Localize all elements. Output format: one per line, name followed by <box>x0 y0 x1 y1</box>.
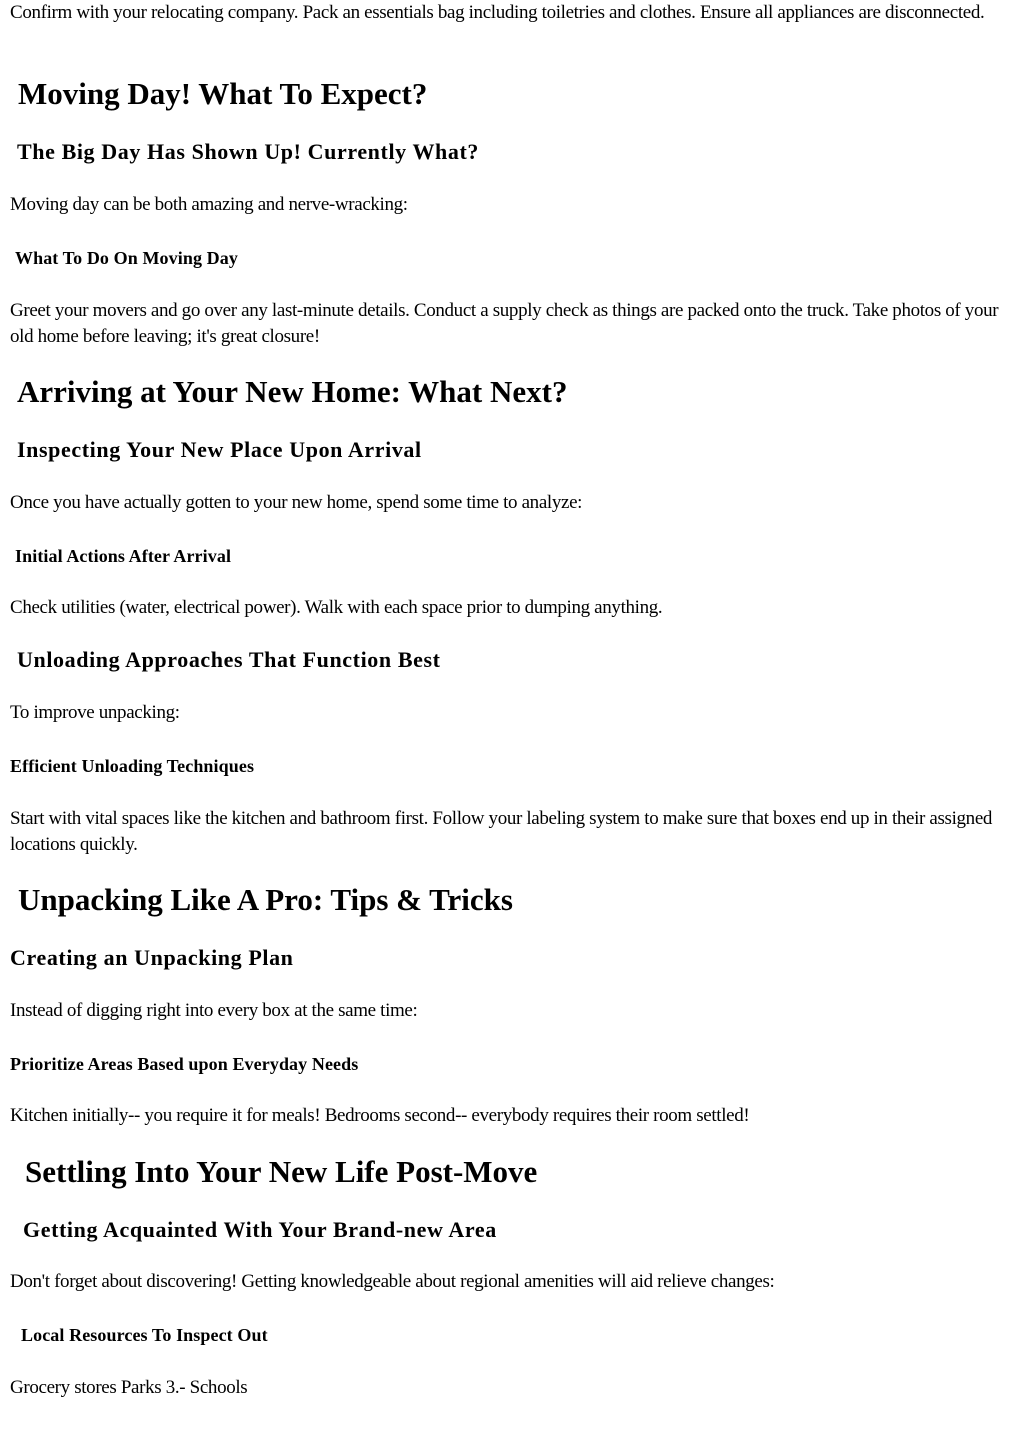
prioritize-text: Kitchen initially-- you require it for meals! Bedrooms second-- everybody requires their room settled! <box>10 1105 750 1126</box>
settling-title: Settling Into Your New Life Post-Move <box>25 1154 538 1189</box>
prioritize-heading: Prioritize Areas Based upon Everyday Needs <box>10 1054 359 1074</box>
inspect-lead: Once you have actually gotten to your new home, spend some time to analyze: <box>10 492 583 513</box>
efficient-heading: Efficient Unloading Techniques <box>10 756 255 776</box>
efficient-text: Start with vital spaces like the kitchen and bathroom first. Follow your labeling system to make sure that boxes end up in their assigned locations quickly. <box>10 808 993 855</box>
moving-day-title: Moving Day! What To Expect? <box>18 76 428 111</box>
what-to-do-text: Greet your movers and go over any last-minute details. Conduct a supply check as things are packed onto the truck. Take photos of your old home before leaving; it's great closure! <box>10 300 999 347</box>
unloading-lead: To improve unpacking: <box>10 702 180 723</box>
arriving-title: Arriving at Your New Home: What Next? <box>17 374 568 409</box>
what-to-do-heading: What To Do On Moving Day <box>15 248 238 268</box>
plan-lead: Instead of digging right into every box at the same time: <box>10 1000 418 1021</box>
resources-text: Grocery stores Parks 3.- Schools <box>10 1377 248 1398</box>
unloading-heading: Unloading Approaches That Function Best <box>17 647 441 672</box>
initial-actions-text: Check utilities (water, electrical power). Walk with each space prior to dumping anything. <box>10 597 663 618</box>
moving-day-subtitle: The Big Day Has Shown Up! Currently What? <box>17 139 480 164</box>
moving-day-lead: Moving day can be both amazing and nerve-wracking: <box>10 194 408 215</box>
intro-paragraph: Confirm with your relocating company. Pack an essentials bag including toiletries and clothes. Ensure all appliances are disconnected. <box>10 2 985 23</box>
resources-heading: Local Resources To Inspect Out <box>21 1325 268 1345</box>
unpacking-title: Unpacking Like A Pro: Tips & Tricks <box>18 882 513 917</box>
area-heading: Getting Acquainted With Your Brand-new Area <box>23 1217 497 1242</box>
initial-actions-heading: Initial Actions After Arrival <box>15 546 232 566</box>
area-lead: Don't forget about discovering! Getting knowledgeable about regional amenities will aid relieve changes: <box>10 1271 775 1292</box>
inspect-heading: Inspecting Your New Place Upon Arrival <box>17 437 422 462</box>
plan-heading: Creating an Unpacking Plan <box>10 945 294 970</box>
